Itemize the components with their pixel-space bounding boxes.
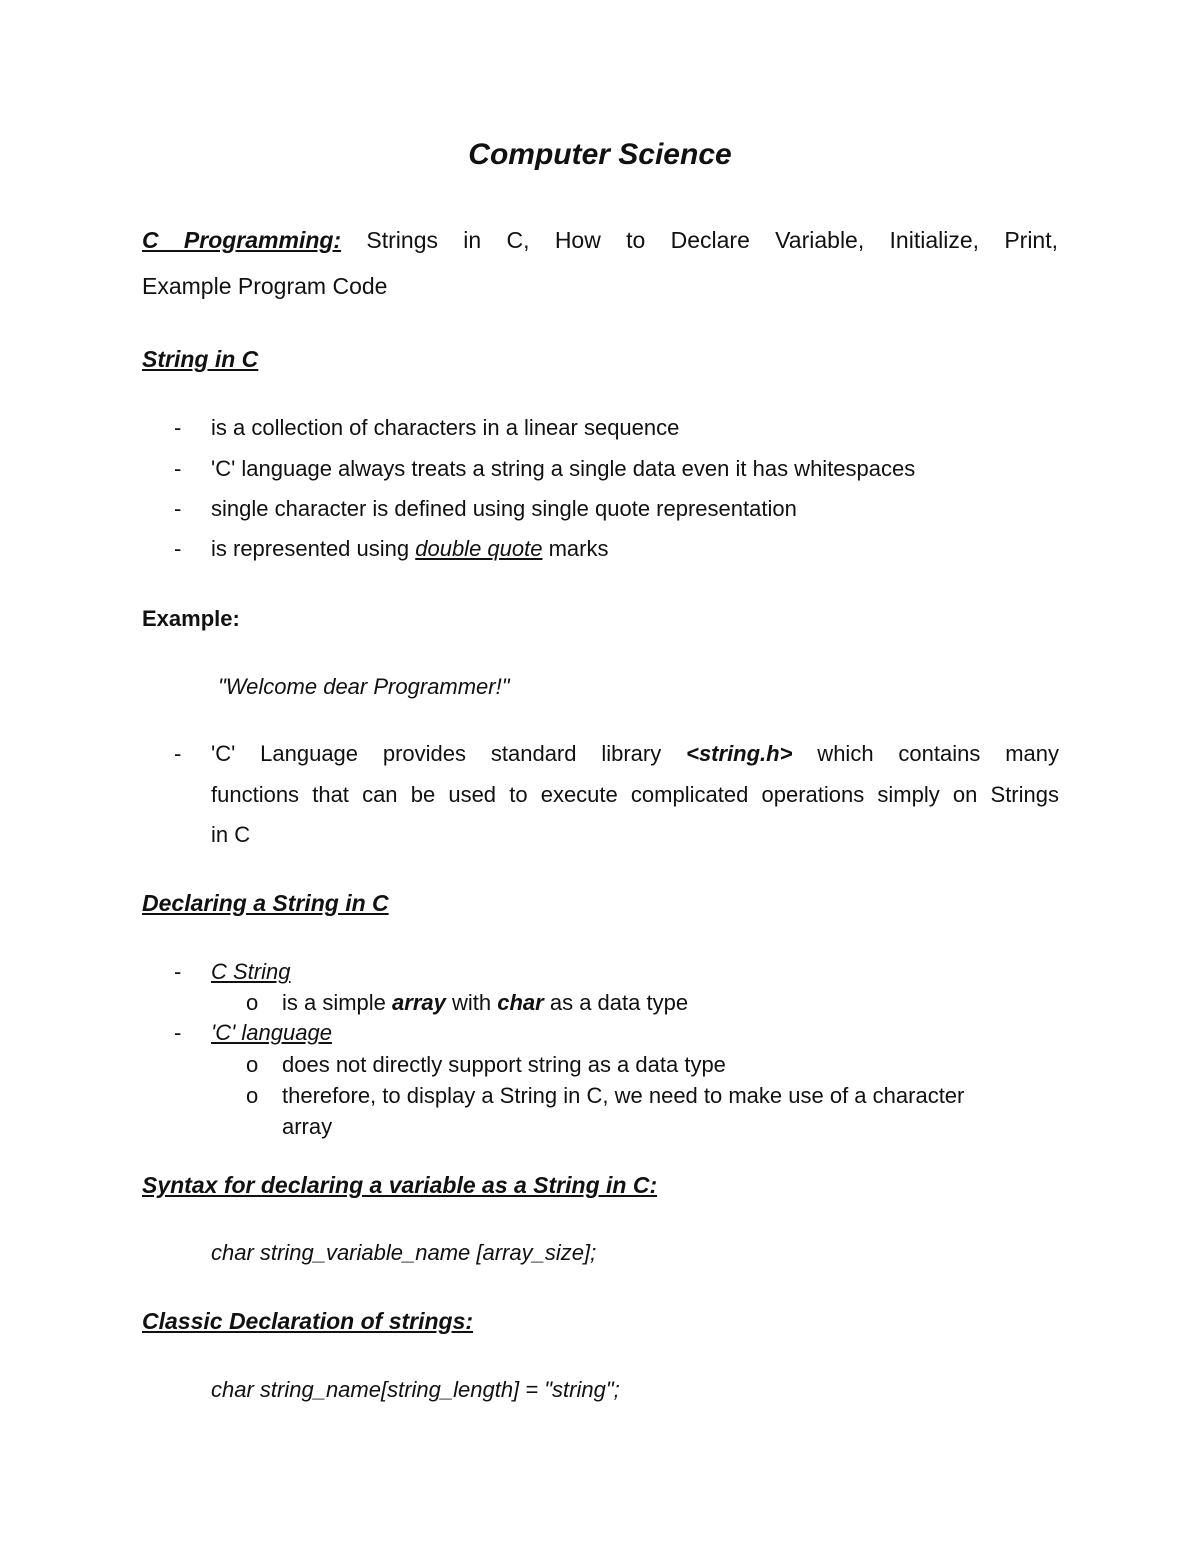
sub-text: is a simple bbox=[282, 990, 393, 1015]
intro-line-1 bbox=[142, 217, 1058, 263]
bullet-item bbox=[211, 536, 608, 562]
bullet-item: single character is defined using single quote representation bbox=[211, 496, 797, 521]
double-quote-emphasis: double quote bbox=[415, 536, 543, 561]
bullet-item: is a collection of characters in a linear sequence bbox=[211, 415, 680, 440]
c-language-sub1: does not directly support string as a data type bbox=[282, 1052, 726, 1077]
heading-string-in-c: String in C bbox=[142, 346, 259, 372]
document-title: Computer Science bbox=[468, 138, 732, 171]
dash-bullet: - bbox=[174, 959, 182, 984]
c-language-sub2-line1: therefore, to display a String in C, we need to make use of a character bbox=[282, 1083, 965, 1108]
c-language-label: 'C' language bbox=[211, 1020, 332, 1045]
intro-text-line2: Example Program Code bbox=[142, 273, 388, 299]
library-bullet-line2: functions that can be used to execute complicated operations simply on Strings bbox=[211, 782, 1059, 807]
circle-bullet-icon: o bbox=[246, 1052, 259, 1077]
dash-bullet: - bbox=[174, 1020, 182, 1045]
c-string-sub1 bbox=[282, 990, 688, 1016]
library-bullet-line1 bbox=[211, 741, 1059, 767]
intro-text-line1: Strings in C, How to Declare Variable, Initialize, Print, bbox=[366, 227, 1059, 253]
sub-text: with bbox=[445, 990, 498, 1015]
heading-declaring-string: Declaring a String in C bbox=[142, 890, 389, 916]
c-language-sub2-line2: array bbox=[282, 1114, 333, 1139]
circle-bullet-icon: o bbox=[246, 1083, 259, 1108]
example-label: Example: bbox=[142, 606, 240, 631]
dash-bullet: - bbox=[174, 536, 182, 561]
bullet-text-before: is represented using bbox=[211, 536, 416, 561]
dash-bullet: - bbox=[174, 496, 182, 521]
intro-label: C Programming: bbox=[142, 227, 342, 253]
example-quote: "Welcome dear Programmer!" bbox=[218, 674, 510, 699]
dash-bullet: - bbox=[174, 456, 182, 481]
heading-syntax: Syntax for declaring a variable as a String in C: bbox=[142, 1172, 658, 1198]
library-bullet-line3: in C bbox=[211, 822, 251, 847]
syntax-code: char string_variable_name [array_size]; bbox=[211, 1240, 597, 1265]
library-text-before: 'C' Language provides standard library bbox=[211, 741, 687, 766]
heading-classic-declaration: Classic Declaration of strings: bbox=[142, 1308, 474, 1334]
library-text-after: which contains many bbox=[792, 741, 1059, 766]
bullet-item: 'C' language always treats a string a single data even it has whitespaces bbox=[211, 456, 916, 481]
circle-bullet-icon: o bbox=[246, 990, 259, 1015]
string-h-library: <string.h> bbox=[686, 741, 793, 766]
classic-code: char string_name[string_length] = "string"; bbox=[211, 1377, 620, 1402]
array-keyword: array bbox=[392, 990, 446, 1015]
c-string-label: C String bbox=[211, 959, 291, 984]
dash-bullet: - bbox=[174, 415, 182, 440]
sub-text: as a data type bbox=[543, 990, 689, 1015]
dash-bullet: - bbox=[174, 741, 182, 766]
char-keyword: char bbox=[497, 990, 544, 1015]
bullet-text-after: marks bbox=[542, 536, 609, 561]
